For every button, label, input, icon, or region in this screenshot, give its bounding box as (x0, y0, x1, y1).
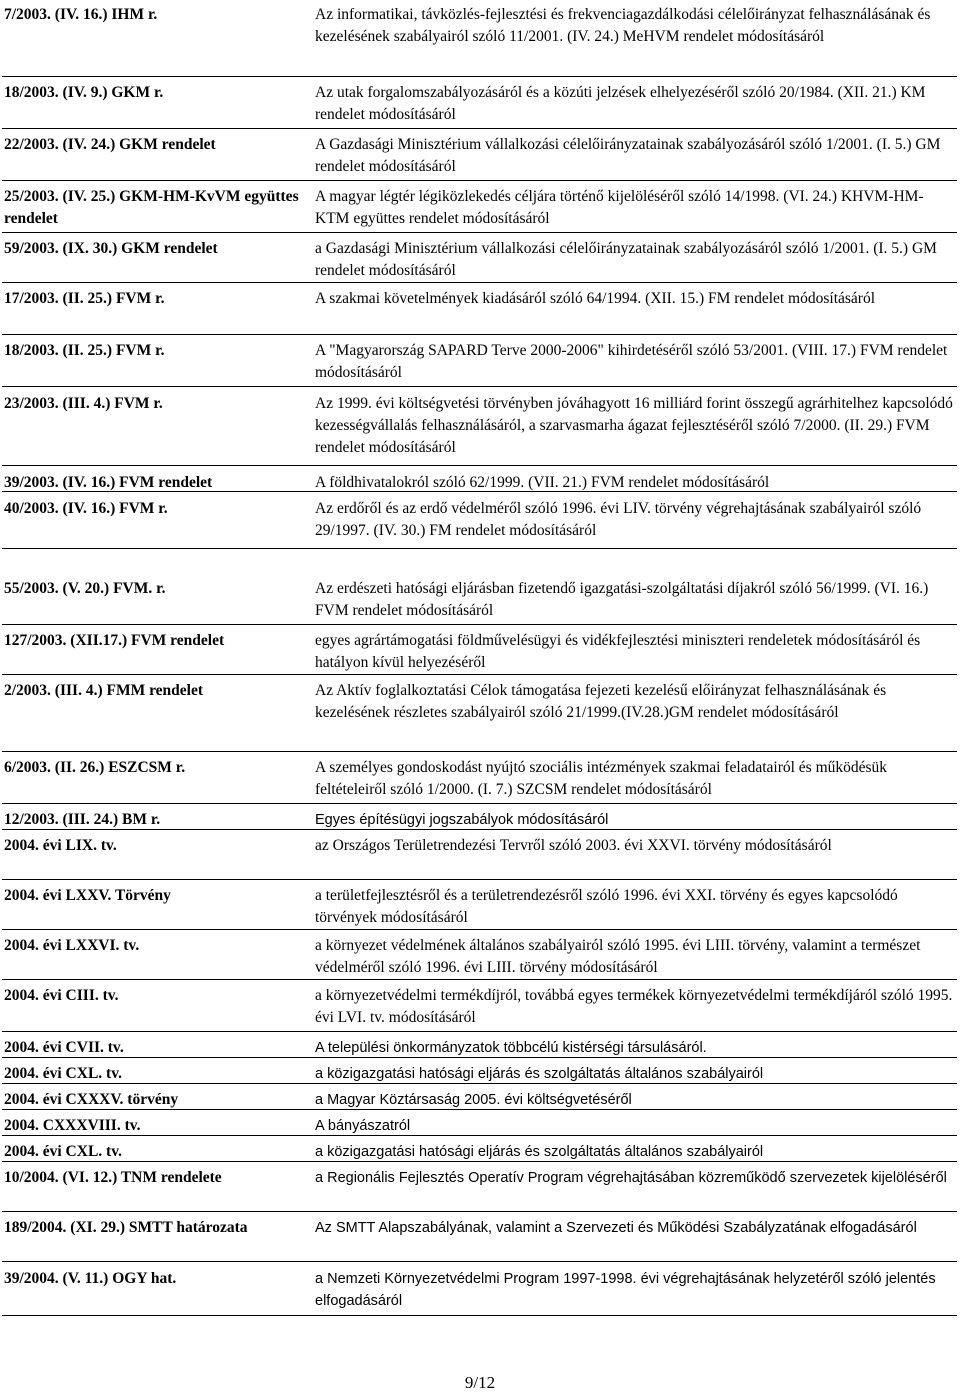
regulation-id: 2004. évi CXXXV. törvény (4, 1091, 179, 1108)
row-divider (2, 465, 957, 466)
regulation-description: A földhivatalokról szóló 62/1999. (VII. 21.) FVM rendelet módosításáról (315, 474, 770, 491)
regulation-id: 40/2003. (IV. 16.) FVM r. (4, 500, 168, 517)
regulation-id: 2004. évi LIX. tv. (4, 837, 117, 854)
regulation-description: a közigazgatási hatósági eljárás és szolgáltatás általános szabályairól (315, 1144, 764, 1160)
regulation-id: 55/2003. (V. 20.) FVM. r. (4, 580, 166, 597)
regulation-description: egyes agrártámogatási földművelésügyi és vidékfejlesztési miniszteri rendeletek módosításáról és hatályon kívül helyezéséről (315, 632, 921, 671)
regulation-description: Egyes építésügyi jogszabályok módosításáról (315, 812, 609, 828)
regulation-description: Az erdészeti hatósági eljárásban fizetendő igazgatási-szolgáltatási díjakról szóló 56/1999. (VI. 16.) FVM rendelet módosításáról (315, 580, 929, 619)
row-divider (2, 76, 957, 77)
row-divider (2, 879, 957, 880)
row-divider (2, 1057, 957, 1058)
row-divider (2, 1083, 957, 1084)
regulation-id: 2004. évi LXXV. Törvény (4, 887, 171, 904)
row-divider (2, 1261, 957, 1262)
row-divider (2, 751, 957, 752)
row-divider (2, 1211, 957, 1212)
regulation-id: 7/2003. (IV. 16.) IHM r. (4, 6, 158, 23)
regulation-id: 2004. évi LXXVI. tv. (4, 937, 140, 954)
regulation-description: a területfejlesztésről és a területrendezésről szóló 1996. évi XXI. törvény és egyes kapcsolódó törvények módosításáról (315, 887, 898, 926)
row-divider (2, 1161, 957, 1162)
row-divider (2, 979, 957, 980)
regulation-description: Az erdőről és az erdő védelméről szóló 1996. évi LIV. törvény végrehajtásának szabályairól szóló 29/1997. (IV. 30.) FM rendelet módosításáról (315, 500, 922, 539)
regulation-id: 2004. évi CVII. tv. (4, 1039, 124, 1056)
row-divider (2, 232, 957, 233)
row-divider (2, 929, 957, 930)
regulation-id: 127/2003. (XII.17.) FVM rendelet (4, 632, 225, 649)
regulation-id: 18/2003. (II. 25.) FVM r. (4, 342, 165, 359)
regulation-id: 59/2003. (IX. 30.) GKM rendelet (4, 240, 218, 257)
regulation-description: az Országos Területrendezési Tervről szóló 2003. évi XXVI. törvény módosításáról (315, 837, 832, 854)
row-divider (2, 128, 957, 129)
regulation-id: 2004. évi CIII. tv. (4, 987, 119, 1004)
regulation-id: 39/2003. (IV. 16.) FVM rendelet (4, 474, 213, 491)
regulation-description: a Gazdasági Minisztérium vállalkozási célelőirányzatainak szabályozásáról szóló 1/2001. (I. 5.) GM rendelet módosításáról (315, 240, 937, 279)
row-divider (2, 334, 957, 335)
regulation-description: A magyar légtér légiközlekedés céljára történő kijelöléséről szóló 14/1998. (VI. 24.) KHVM-HM-KTM együttes rendelet módosításáról (315, 188, 924, 227)
regulation-id: 12/2003. (III. 24.) BM r. (4, 811, 161, 828)
regulation-description: a Nemzeti Környezetvédelmi Program 1997-1998. évi végrehajtásának helyzetéről szóló jelentés elfogadásáról (315, 1271, 936, 1309)
row-divider (2, 624, 957, 625)
regulation-id: 22/2003. (IV. 24.) GKM rendelet (4, 136, 216, 153)
row-divider (2, 386, 957, 387)
regulation-id: 17/2003. (II. 25.) FVM r. (4, 290, 165, 307)
row-divider (2, 1315, 957, 1316)
row-divider (2, 1135, 957, 1136)
row-divider (2, 1031, 957, 1032)
regulation-description: Az informatikai, távközlés-fejlesztési és frekvenciagazdálkodási célelőirányzat felhasználásának és kezelésének szabályairól szóló 11/2001. (IV. 24.) MeHVM rendelet módosításáról (315, 6, 931, 45)
row-divider (2, 282, 957, 283)
regulation-id: 2004. évi CXL. tv. (4, 1065, 122, 1082)
regulation-id: 18/2003. (IV. 9.) GKM r. (4, 84, 164, 101)
regulation-description: Az Aktív foglalkoztatási Célok támogatása fejezeti kezelésű előirányzat felhasználásának és kezelésének részletes szabályairól szóló 21/1999.(IV.28.)GM rendelet módosításáról (315, 682, 887, 721)
regulation-description: A "Magyarország SAPARD Terve 2000-2006" kihirdetéséről szóló 53/2001. (VIII. 17.) FVM rendelet módosításáról (315, 342, 948, 381)
regulation-description: Az 1999. évi költségvetési törvényben jóváhagyott 16 milliárd forint összegű agrárhitelhez kapcsolódó kezességvállalás felhasználásáról, a szarvasmarha ágazat fejlesztéséről szóló 7/2000. (II. 29.) FVM rendelet módosításáról (315, 395, 953, 456)
regulation-id: 10/2004. (VI. 12.) TNM rendelete (4, 1169, 222, 1186)
regulation-description: A Gazdasági Minisztérium vállalkozási célelőirányzatainak szabályozásáról szóló 1/2001. (I. 5.) GM rendelet módosításáról (315, 136, 941, 175)
regulation-description: Az utak forgalomszabályozásáról és a közúti jelzések elhelyezéséről szóló 20/1984. (XII. 21.) KM rendelet módosításáról (315, 84, 926, 123)
regulation-description: Az SMTT Alapszabályának, valamint a Szervezeti és Működési Szabályzatának elfogadásáról (315, 1220, 917, 1236)
regulation-id: 23/2003. (III. 4.) FVM r. (4, 395, 163, 412)
regulation-description: a Magyar Köztársaság 2005. évi költségvetéséről (315, 1092, 632, 1108)
row-divider (2, 674, 957, 675)
regulation-description: A bányászatról (315, 1118, 411, 1134)
row-divider (2, 1109, 957, 1110)
row-divider (2, 491, 957, 492)
regulation-description: A szakmai követelmények kiadásáról szóló 64/1994. (XII. 15.) FM rendelet módosításáról (315, 290, 876, 307)
regulation-id: 25/2003. (IV. 25.) GKM-HM-KvVM együttes rendelet (4, 188, 299, 227)
regulation-description: A települési önkormányzatok többcélú kistérségi társulásáról. (315, 1040, 707, 1056)
regulation-description: A személyes gondoskodást nyújtó szociális intézmények szakmai feladatairól és működésük feltételeiről szóló 1/2000. (I. 7.) SZCSM rendelet módosításáról (315, 759, 888, 798)
row-divider (2, 803, 957, 804)
row-divider (2, 180, 957, 181)
regulation-id: 2004. CXXXVIII. tv. (4, 1117, 141, 1134)
row-divider (2, 829, 957, 830)
regulation-id: 39/2004. (V. 11.) OGY hat. (4, 1270, 177, 1287)
regulation-id: 6/2003. (II. 26.) ESZCSM r. (4, 759, 186, 776)
regulation-id: 189/2004. (XI. 29.) SMTT határozata (4, 1219, 248, 1236)
regulation-description: a Regionális Fejlesztés Operatív Program végrehajtásában közreműködő szervezetek kijelöléséről (315, 1170, 947, 1186)
regulation-description: a környezetvédelmi termékdíjról, továbbá egyes termékek környezetvédelmi termékdíjáról szóló 1995. évi LVI. tv. módosításáról (315, 987, 953, 1026)
regulation-description: a környezet védelmének általános szabályairól szóló 1995. évi LIII. törvény, valamint a természet védelméről szóló 1996. évi LIII. törvény módosításáról (315, 937, 921, 976)
regulation-id: 2004. évi CXL. tv. (4, 1143, 122, 1160)
regulation-description: a közigazgatási hatósági eljárás és szolgáltatás általános szabályairól (315, 1066, 764, 1082)
page-number: 9/12 (464, 1373, 496, 1392)
row-divider (2, 548, 957, 549)
regulation-id: 2/2003. (III. 4.) FMM rendelet (4, 682, 204, 699)
